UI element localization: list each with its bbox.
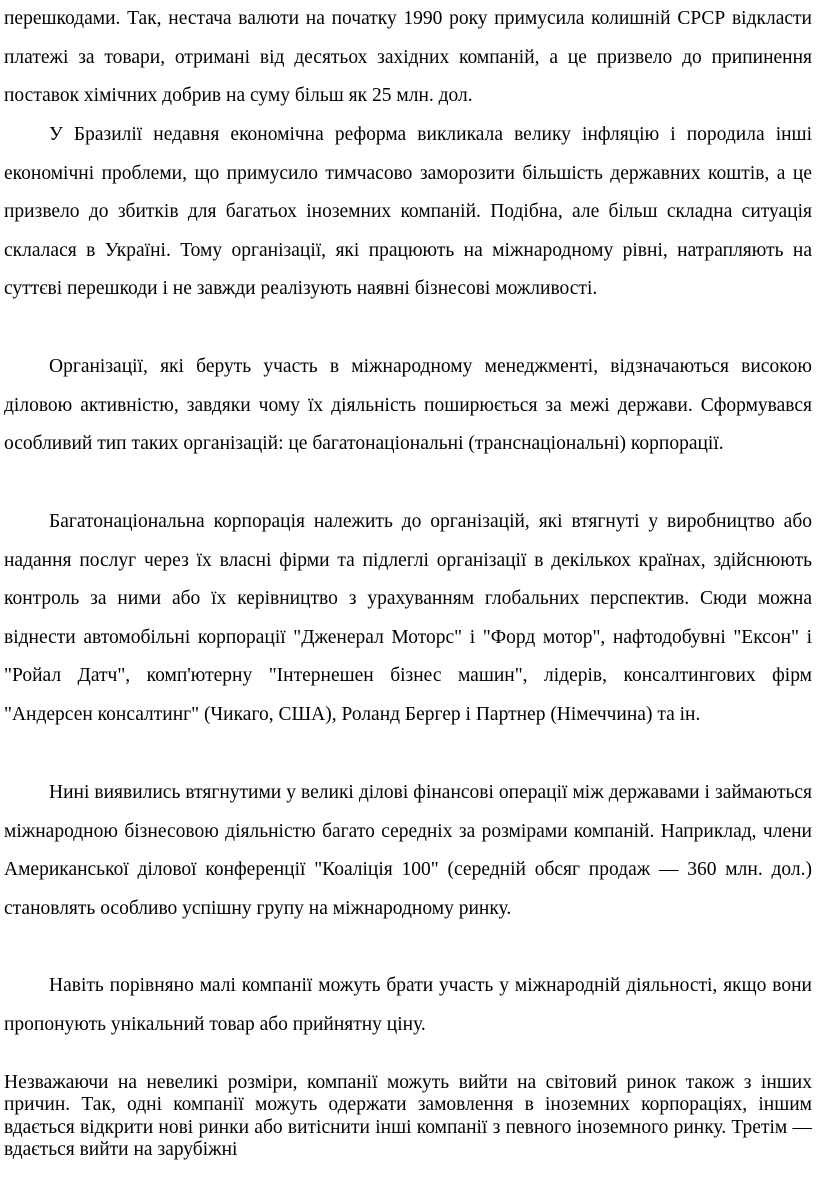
paragraph-small-companies: Навіть порівняно малі компанії можуть брати участь у міжнародній діяльності, якщо вони пропонують унікальний товар або прийнятну ціну. <box>4 975 812 1035</box>
paragraph-other-reasons: Незважаючи на невеликі розміри, компанії можуть вийти на світовий ринок також з інших причин. Так, одні компанії можуть одержати замовлення в іноземних корпораціях, іншим вдається відкрити нові ринки або витіснити інші компанії з певного іноземного ринку. Третім — вдається вийти на зарубіжні <box>4 1072 812 1161</box>
paragraph-brazil-reform: У Бразилії недавня економічна реформа викликала велику інфляцію і породила інші економічні проблеми, що примусило тимчасово заморозити більшість державних коштів, а це призвело до збитків для багатьох іноземних компаній. Подібна, але більш складна ситуація склалася в Україні. Тому організації, які працюють на міжнародному рівні, натрапляють на суттєві перешкоди і не завжди реалізують наявні бізнесові можливості. <box>4 124 812 300</box>
paragraph-international-management: Організації, які беруть участь в міжнародному менеджменті, відзначаються високою діловою активністю, завдяки чому їх діяльність поширюється за межі держави. Сформувався особливий тип таких організацій: це багатонаціональні (транснаціональні) корпорації. <box>4 356 812 455</box>
paragraph-currency-shortage: перешкодами. Так, нестача валюти на початку 1990 року примусила колишній СРСР відкласти платежі за товари, отримані від десятьох західних компаній, а це призвело до припинення поставок хімічних добрив на суму більш як 25 млн. дол. <box>4 8 812 107</box>
paragraph-multinational-corporation: Багатонаціональна корпорація належить до організацій, які втягнуті у виробництво або надання послуг через їх власні фірми та підлеглі організації в декількох країнах, здійснюють контроль за ними або їх керівництво з урахуванням глобальних перспектив. Сюди можна віднести автомобільні корпорації "Дженерал Моторс" і "Форд мотор", нафтодобувні "Ексон" і "Ройал Датч", комп'ютерну "Інтернешен бізнес машин", лідерів, консалтингових фірм "Андерсен консалтинг" (Чикаго, США), Роланд Бергер і Партнер (Німеччина) та ін. <box>4 511 812 725</box>
paragraph-medium-companies: Нині виявились втягнутими у великі ділові фінансові операції між державами і займаються міжнародною бізнесовою діяльністю багато середніх за розмірами компаній. Наприклад, члени Американської ділової конференції "Коаліція 100" (середній обсяг продаж — 360 млн. дол.) становлять особливо успішну групу на міжнародному ринку. <box>4 782 812 919</box>
